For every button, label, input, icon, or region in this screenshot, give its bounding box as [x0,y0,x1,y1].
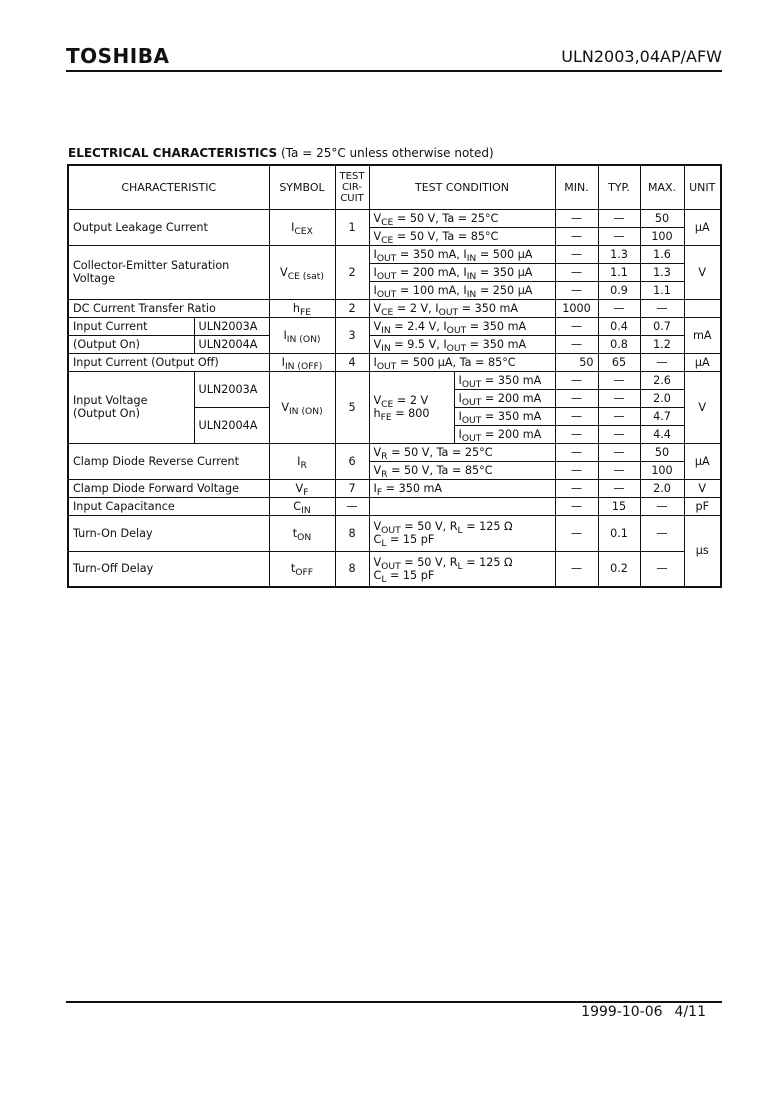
electrical-characteristics-table [67,164,722,588]
cell-max: 1.1 [640,281,684,299]
cell-min: — [555,425,598,443]
cell-unit: V [684,479,721,497]
row-test-circuit: 7 [335,479,369,497]
cell-unit: pF [684,497,721,515]
cell-max: 0.7 [640,317,684,335]
header-test-condition: TEST CONDITION [369,165,555,209]
footer-date: 1999-10-06 [581,1004,663,1020]
row-label: DC Current Transfer Ratio [68,299,269,317]
table-row [68,245,721,263]
row-sub-condition: $I_{OUT} = 350$ mA [454,407,555,425]
row-label: Clamp Diode Forward Voltage [68,479,269,497]
cell-max: 4.7 [640,407,684,425]
cell-max: — [640,551,684,587]
row-symbol: $I_{IN (OFF)}$ [269,353,335,371]
document-id: ULN2003,04AP/AFW [561,47,722,66]
cell-min: 50 [555,353,598,371]
cell-unit: V [684,245,721,299]
row-condition: $I_{OUT} = 200$ mA, $I_{IN} = 350$ μA [369,263,555,281]
table-row [68,317,721,335]
table-row [68,371,721,389]
cell-typ: — [598,227,640,245]
row-test-circuit: 2 [335,245,369,299]
header-test-circuit: TEST CIR- CUIT [335,165,369,209]
cell-typ: — [598,443,640,461]
cell-typ: 65 [598,353,640,371]
row-symbol: $I_{CEX}$ [269,209,335,245]
row-part-number: ULN2003A [194,371,269,407]
cell-min: — [555,317,598,335]
cell-min: — [555,497,598,515]
table-header-row [68,165,721,209]
table-row [68,515,721,551]
row-symbol: $I_R$ [269,443,335,479]
cell-min: — [555,209,598,227]
cell-min: — [555,245,598,263]
row-sub-condition: $I_{OUT} = 200$ mA [454,425,555,443]
row-part-number: ULN2004A [194,407,269,443]
cell-unit: μs [684,515,721,587]
cell-typ: 0.9 [598,281,640,299]
row-test-circuit: 2 [335,299,369,317]
cell-typ: — [598,461,640,479]
row-symbol: $V_{IN (ON)}$ [269,371,335,443]
row-label: (Output On) [68,335,194,353]
row-label: Collector-Emitter Saturation Voltage [68,245,269,299]
cell-max: 2.0 [640,389,684,407]
cell-typ: — [598,299,640,317]
cell-typ: 1.1 [598,263,640,281]
table-row [68,479,721,497]
cell-typ: 0.4 [598,317,640,335]
cell-min: — [555,443,598,461]
table-row [68,443,721,461]
cell-min: — [555,371,598,389]
cell-typ: — [598,389,640,407]
row-condition: $V_{CE} = 2$ V, $I_{OUT} = 350$ mA [369,299,555,317]
cell-max: 2.6 [640,371,684,389]
cell-max: 1.3 [640,263,684,281]
cell-max: 2.0 [640,479,684,497]
cell-typ: 15 [598,497,640,515]
row-test-circuit: — [335,497,369,515]
cell-min: — [555,389,598,407]
row-condition: $V_{IN} = 2.4$ V, $I_{OUT} = 350$ mA [369,317,555,335]
cell-min: — [555,461,598,479]
cell-max: 50 [640,443,684,461]
cell-min: — [555,407,598,425]
cell-unit: mA [684,317,721,353]
row-condition: $V_{IN} = 9.5$ V, $I_{OUT} = 350$ mA [369,335,555,353]
row-label: Clamp Diode Reverse Current [68,443,269,479]
header-symbol: SYMBOL [269,165,335,209]
cell-min: — [555,551,598,587]
cell-typ: — [598,407,640,425]
row-test-circuit: 8 [335,515,369,551]
cell-min: — [555,263,598,281]
cell-max: — [640,353,684,371]
row-test-circuit: 1 [335,209,369,245]
row-condition: $V_{OUT} = 50$ V, $R_L = 125$ Ω $C_L = 15$ pF [369,515,555,551]
table-row [68,353,721,371]
cell-unit [684,299,721,317]
page-footer [581,1004,706,1020]
row-symbol: $V_{CE (sat)}$ [269,245,335,299]
cell-typ: 0.1 [598,515,640,551]
cell-unit: μA [684,209,721,245]
row-symbol: $I_{IN (ON)}$ [269,317,335,353]
cell-typ: 0.8 [598,335,640,353]
cell-max: — [640,497,684,515]
page-header [66,44,722,72]
row-condition: $V_{CE} = 50$ V, Ta = 85°C [369,227,555,245]
row-test-circuit: 4 [335,353,369,371]
cell-typ: 1.3 [598,245,640,263]
row-symbol: $C_{IN}$ [269,497,335,515]
header-max: MAX. [640,165,684,209]
row-symbol: $t_{OFF}$ [269,551,335,587]
row-part-number: ULN2003A [194,317,269,335]
row-condition [369,497,555,515]
header-typ: TYP. [598,165,640,209]
row-condition: $I_{OUT} = 500$ μA, Ta = 85°C [369,353,555,371]
row-condition: $I_{OUT} = 350$ mA, $I_{IN} = 500$ μA [369,245,555,263]
table-row [68,551,721,587]
table-row [68,299,721,317]
cell-min: — [555,479,598,497]
cell-max: 100 [640,461,684,479]
section-title [68,146,494,160]
cell-unit: μA [684,443,721,479]
row-label: Input Current [68,317,194,335]
cell-max: — [640,299,684,317]
cell-typ: — [598,479,640,497]
row-label: Input Voltage (Output On) [68,371,194,443]
header-unit: UNIT [684,165,721,209]
row-test-circuit: 6 [335,443,369,479]
row-test-circuit: 8 [335,551,369,587]
row-label: Turn-Off Delay [68,551,269,587]
footer-page-number: 4/11 [674,1004,706,1020]
section-title-bold: ELECTRICAL CHARACTERISTICS [68,146,278,160]
cell-typ: — [598,209,640,227]
row-label: Input Capacitance [68,497,269,515]
cell-min: — [555,335,598,353]
row-label: Turn-On Delay [68,515,269,551]
row-condition: $V_R = 50$ V, Ta = 25°C [369,443,555,461]
row-condition: $V_{CE} = 2$ V $h_{FE} = 800$ [369,371,454,443]
header-min: MIN. [555,165,598,209]
cell-min: — [555,281,598,299]
cell-min: — [555,515,598,551]
row-test-circuit: 3 [335,317,369,353]
row-symbol: $h_{FE}$ [269,299,335,317]
cell-min: — [555,227,598,245]
header-characteristic: CHARACTERISTIC [68,165,269,209]
row-label: Input Current (Output Off) [68,353,269,371]
cell-max: 1.6 [640,245,684,263]
section-title-condition: (Ta = 25°C unless otherwise noted) [277,146,494,160]
row-condition: $V_{OUT} = 50$ V, $R_L = 125$ Ω $C_L = 15$ pF [369,551,555,587]
row-symbol: $t_{ON}$ [269,515,335,551]
row-test-circuit: 5 [335,371,369,443]
toshiba-logo: TOSHIBA [66,44,170,68]
row-condition: $I_{OUT} = 100$ mA, $I_{IN} = 250$ μA [369,281,555,299]
cell-max: 1.2 [640,335,684,353]
cell-max: 50 [640,209,684,227]
cell-max: 4.4 [640,425,684,443]
cell-unit: V [684,371,721,443]
row-condition: $V_R = 50$ V, Ta = 85°C [369,461,555,479]
row-condition: $V_{CE} = 50$ V, Ta = 25°C [369,209,555,227]
cell-max: — [640,515,684,551]
row-part-number: ULN2004A [194,335,269,353]
row-sub-condition: $I_{OUT} = 350$ mA [454,371,555,389]
footer-divider [66,1001,722,1003]
cell-typ: — [598,425,640,443]
cell-min: 1000 [555,299,598,317]
table-row [68,335,721,353]
cell-typ: — [598,371,640,389]
row-condition: $I_F = 350$ mA [369,479,555,497]
row-label: Output Leakage Current [68,209,269,245]
cell-unit: μA [684,353,721,371]
cell-typ: 0.2 [598,551,640,587]
table-row [68,209,721,227]
row-symbol: $V_F$ [269,479,335,497]
row-sub-condition: $I_{OUT} = 200$ mA [454,389,555,407]
table-row [68,497,721,515]
cell-max: 100 [640,227,684,245]
